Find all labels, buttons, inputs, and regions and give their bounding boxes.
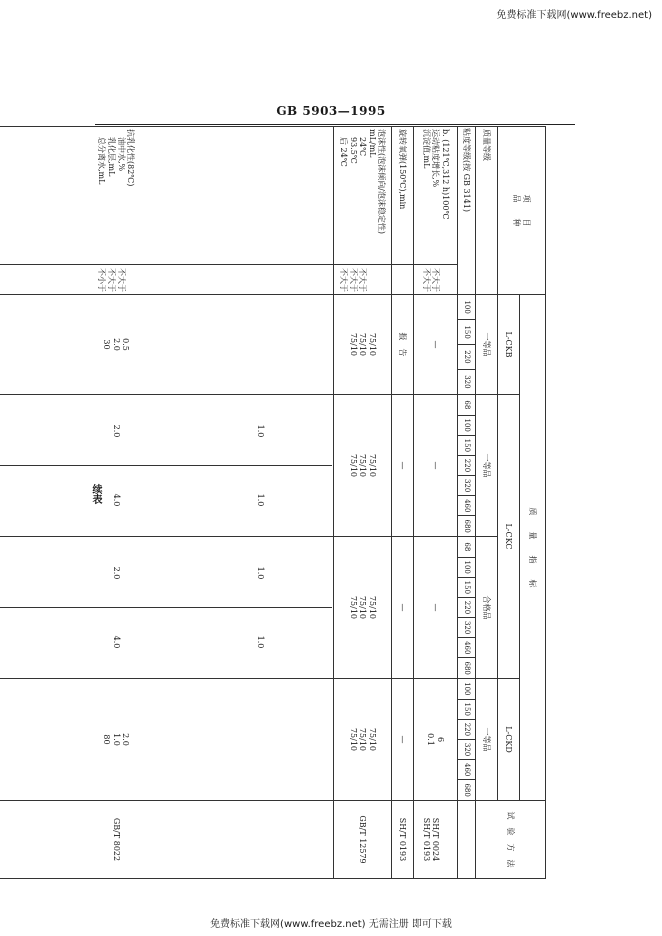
table-row	[392, 127, 414, 879]
value-part	[0, 608, 44, 677]
viscosity-grade: 320	[458, 369, 475, 394]
limit-label	[392, 265, 414, 295]
item-header: 项 目 品 种	[498, 127, 546, 295]
limit-label: 不大于 不大于	[414, 265, 458, 295]
value-ckc2: 75/10 75/10 75/10	[334, 537, 392, 679]
standard-number: GB 5903—1995	[276, 104, 386, 118]
table-row	[0, 127, 334, 879]
viscosity-grade: 320	[458, 739, 475, 759]
value-ckb: 0.5 2.0 30	[0, 295, 334, 395]
grade-row-label: 质量等级	[476, 127, 498, 295]
value-part	[0, 466, 44, 535]
footer-link[interactable]: 免费标准下载网(www.freebz.net) 无需注册 即可下载	[210, 919, 452, 930]
limit-label: 不大于 不大于 不小于	[0, 265, 334, 295]
header-link[interactable]: 免费标准下载网(www.freebz.net)	[496, 10, 652, 21]
viscosity-grade: 680	[458, 658, 475, 678]
viscosity-grade: 100	[458, 415, 475, 435]
item-name: 泡沫性(泡沫倾向/泡沫稳定性) mL/mL 24℃ 93.5℃ 后 24℃	[334, 127, 392, 265]
grade-ckd: 一等品	[476, 679, 498, 801]
viscosity-grade: 150	[458, 320, 475, 345]
value-ckc1	[0, 395, 334, 537]
header-rule	[95, 124, 575, 125]
viscosity-grade: 320	[458, 618, 475, 638]
viscosity-grades-ckc-2	[458, 537, 476, 679]
viscosity-grade: 150	[458, 699, 475, 719]
viscosity-grade: 100	[462, 682, 471, 696]
grade-ckb: 一等品	[476, 295, 498, 395]
viscosity-grade: 150	[458, 435, 475, 455]
test-method: GB/T 8022	[0, 801, 334, 879]
value-part	[0, 397, 44, 466]
viscosity-grade: 220	[458, 345, 475, 370]
grade-ckc-1: 一等品	[476, 395, 498, 537]
viscosity-grade: 68	[462, 542, 471, 552]
value-part: 2.0	[111, 566, 121, 580]
value-ckd: 75/10 75/10 75/10	[334, 679, 392, 801]
method-cell-blank	[458, 801, 476, 879]
viscosity-grades-ckb	[458, 295, 476, 395]
product-ckc: L-CKC	[498, 395, 520, 679]
viscosity-grade: 680	[458, 780, 475, 800]
value-ckc2: —	[414, 537, 458, 679]
value-part: 2.0	[111, 424, 121, 438]
value-part: 1.0	[255, 566, 265, 580]
viscosity-grade: 220	[458, 455, 475, 475]
viscosity-grade: 100	[462, 300, 471, 314]
viscosity-grades-ckc-1	[458, 395, 476, 537]
value-ckd: —	[392, 679, 414, 801]
value-ckb: 报 告	[392, 295, 414, 395]
viscosity-grade: 460	[458, 496, 475, 516]
viscosity-grades-ckd	[458, 679, 476, 801]
value-part: 1.0	[188, 608, 332, 677]
viscosity-grade: 220	[458, 719, 475, 739]
value-ckc1: —	[392, 395, 414, 537]
table-row	[414, 127, 458, 879]
viscosity-grade: 150	[458, 577, 475, 597]
viscosity-row-label: 粘度等级(按 GB 3141)	[458, 127, 476, 295]
rotated-table-area	[97, 126, 546, 878]
value-ckc1: —	[414, 395, 458, 537]
value-ckc2	[0, 537, 334, 679]
table-row	[334, 127, 392, 879]
method-header: 试 验 方 法	[476, 801, 546, 879]
viscosity-grade: 220	[458, 597, 475, 617]
item-name: 抗乳化性(82℃) 油中水,% 乳化层,mL 总分离水,mL	[0, 127, 334, 265]
product-ckd: L-CKD	[498, 679, 520, 801]
viscosity-grade: 68	[462, 400, 471, 410]
quality-spec-table	[0, 126, 546, 879]
viscosity-grade: 100	[458, 557, 475, 577]
value-ckd: 6 0.1	[414, 679, 458, 801]
viscosity-grade: 320	[458, 476, 475, 496]
limit-label: 不大于 不大于 不大于	[334, 265, 392, 295]
item-name: 旋转氧弹(150℃),min	[392, 127, 414, 265]
value-ckb: 75/10 75/10 75/10	[334, 295, 392, 395]
test-method: SH/T 0193	[392, 801, 414, 879]
item-name: b. (121℃,312 h)100℃ 运动粘度增长,% 沉淀值,mL	[414, 127, 458, 265]
value-part: 4.0	[44, 466, 188, 535]
quality-header: 质 量 指 标	[520, 295, 546, 801]
value-part: 1.0	[255, 424, 265, 438]
value-ckd: 2.0 1.0 80	[0, 679, 334, 801]
table-caption: 续表	[90, 484, 101, 504]
test-method: SH/T 0024 SH/T 0193	[414, 801, 458, 879]
value-part: 4.0	[44, 608, 188, 677]
product-ckb: L-CKB	[498, 295, 520, 395]
grade-ckc-2: 合格品	[476, 537, 498, 679]
value-part: 1.0	[188, 466, 332, 535]
viscosity-grade: 460	[458, 638, 475, 658]
value-part	[0, 539, 44, 608]
value-ckc1: 75/10 75/10 75/10	[334, 395, 392, 537]
value-ckc2: —	[392, 537, 414, 679]
viscosity-grade: 460	[458, 760, 475, 780]
viscosity-grade: 680	[458, 516, 475, 536]
test-method: GB/T 12579	[334, 801, 392, 879]
value-ckb: —	[414, 295, 458, 395]
